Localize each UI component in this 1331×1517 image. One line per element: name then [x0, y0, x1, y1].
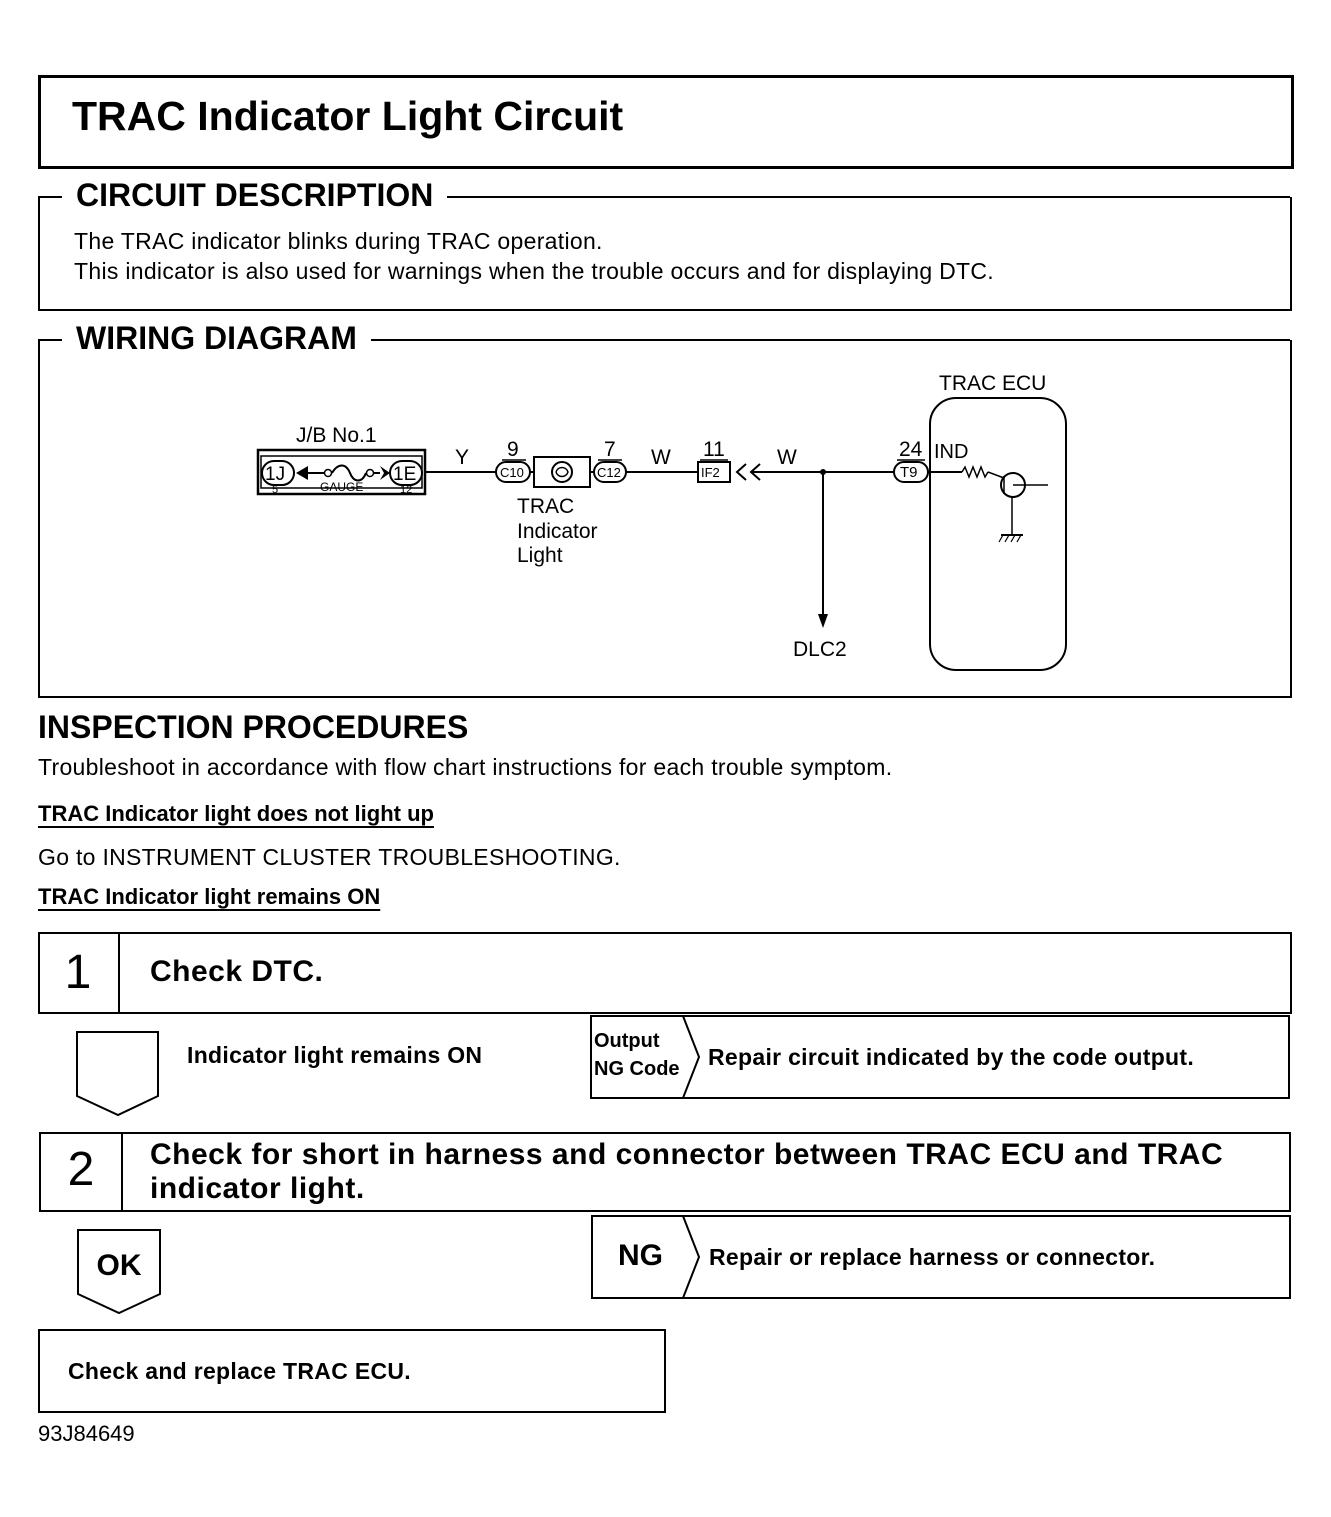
step-2-heading-line-2: indicator light.: [150, 1172, 365, 1205]
step-2-heading-line-1: Check for short in harness and connector between TRAC ECU and TRAC: [150, 1138, 1224, 1171]
ind-label: IND: [934, 441, 969, 463]
circuit-description-line-2: This indicator is also used for warnings when the trouble occurs and for displaying DTC.: [74, 258, 994, 284]
step-1-number: 1: [64, 946, 92, 999]
wire-w-1-label: W: [651, 446, 671, 469]
connector-c10-label: C10: [500, 465, 524, 480]
pin-11: 11: [703, 438, 725, 461]
inspection-heading: INSPECTION PROCEDURES: [38, 709, 469, 745]
ecu-label: TRAC ECU: [939, 372, 1047, 395]
jb-pin-12: 12: [400, 484, 413, 496]
symptom-1-heading: TRAC Indicator light does not light up: [38, 801, 434, 826]
light-label-1: TRAC: [517, 495, 575, 518]
step-1-pass-label: Indicator light remains ON: [187, 1042, 483, 1068]
connector-c12-label: C12: [597, 465, 621, 480]
fuse-label: GAUGE: [320, 480, 364, 494]
step-2-fail-chevron-icon: [683, 1216, 699, 1298]
pin-9: 9: [507, 438, 519, 461]
step-1-fail-chevron-icon: [683, 1016, 699, 1098]
circuit-description-heading: CIRCUIT DESCRIPTION: [62, 175, 447, 215]
final-action-text: Check and replace TRAC ECU.: [68, 1358, 411, 1384]
circuit-description-line-1: The TRAC indicator blinks during TRAC operation.: [74, 228, 603, 254]
jb-label: J/B No.1: [296, 424, 377, 447]
jb-connector-1e-label: 1E: [393, 464, 417, 485]
wire-w-2-label: W: [777, 446, 797, 469]
pin-7: 7: [604, 438, 616, 461]
light-label-2: Indicator: [517, 520, 598, 543]
step-1-fail-label-line-1: Output: [594, 1030, 660, 1052]
light-label-3: Light: [517, 544, 563, 567]
inspection-intro: Troubleshoot in accordance with flow chart instructions for each trouble symptom.: [38, 754, 893, 780]
figure-id: 93J84649: [38, 1421, 135, 1446]
step-1-pass-arrow-icon: [77, 1032, 158, 1115]
jb-connector-1j-label: 1J: [265, 464, 286, 485]
wire-y-label: Y: [455, 446, 470, 469]
step-2-fail-label: NG: [618, 1239, 663, 1272]
dlc2-label: DLC2: [793, 638, 847, 661]
jb-pin-5: 5: [272, 484, 279, 496]
wiring-diagram-heading: WIRING DIAGRAM: [62, 318, 371, 358]
symptom-1-action: Go to INSTRUMENT CLUSTER TROUBLESHOOTING.: [38, 844, 621, 870]
pin-24: 24: [899, 438, 923, 461]
page-title: TRAC Indicator Light Circuit: [72, 93, 624, 139]
step-1-heading: Check DTC.: [150, 955, 324, 988]
symptom-2-heading: TRAC Indicator light remains ON: [38, 884, 381, 909]
step-2-fail-action: Repair or replace harness or connector.: [709, 1244, 1156, 1270]
step-2-pass-label: OK: [96, 1249, 142, 1282]
connector-t9-label: T9: [900, 464, 918, 481]
step-2-number: 2: [67, 1143, 95, 1196]
connector-if2-label: IF2: [701, 465, 720, 480]
step-1-fail-label-line-2: NG Code: [594, 1058, 680, 1080]
step-1-fail-action: Repair circuit indicated by the code output.: [708, 1044, 1195, 1070]
